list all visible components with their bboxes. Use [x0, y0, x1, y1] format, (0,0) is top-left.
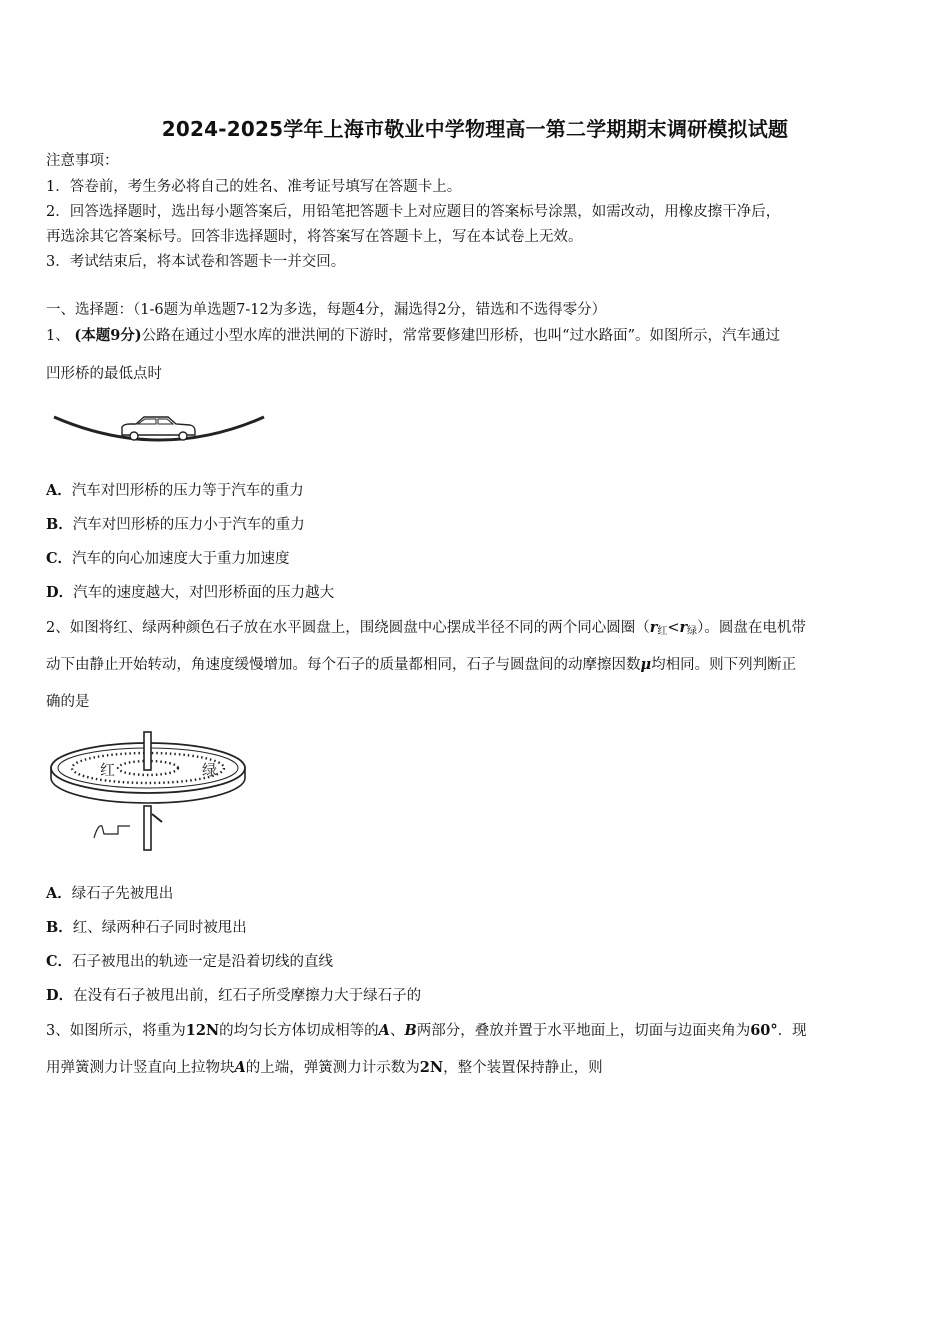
q1-option-b: B．汽车对凹形桥的压力小于汽车的重力 [46, 516, 305, 533]
green-label: 绿 [202, 761, 218, 779]
q1-score: (本题9分) [74, 327, 142, 344]
axle-bottom [144, 806, 151, 850]
q2-stem-line2: 动下由静止开始转动，角速度缓慢增加。每个石子的质量都相同，石子与圆盘间的动摩擦因数μ均相同。则下列判断正 [46, 656, 797, 673]
red-label: 红 [100, 761, 116, 779]
q2-stem-line3: 确的是 [46, 694, 90, 710]
notice-item-1: 1．答卷前，考生务必将自己的姓名、准考证号填写在答题卡上。 [46, 179, 462, 195]
q1-number: 1、 [46, 328, 70, 344]
q1-option-a: A．汽车对凹形桥的压力等于汽车的重力 [46, 482, 304, 499]
page-title: 2024-2025学年上海市敬业中学物理高一第二学期期末调研模拟试题 [161, 117, 789, 141]
q3-stem-line1: 3、如图所示，将重为12N的均匀长方体切成相等的A、B两部分，叠放并置于水平地面上，切面与边面夹角为60°．现 [46, 1022, 807, 1039]
notice-heading: 注意事项： [46, 153, 119, 169]
rotating-disc-figure [46, 730, 251, 855]
q1-option-d: D．汽车的速度越大，对凹形桥面的压力越大 [46, 584, 335, 601]
axle-top [144, 732, 151, 770]
q1-option-c: C．汽车的向心加速度大于重力加速度 [46, 550, 290, 567]
car-icon [122, 417, 195, 440]
notice-item-2: 2．回答选择题时，选出每小题答案后，用铅笔把答题卡上对应题目的答案标号涂黑，如需改动，用橡皮擦干净后， [46, 204, 781, 220]
q1-stem-line2: 凹形桥的最低点时 [46, 366, 162, 382]
notice-item-3: 3．考试结束后，将本试卷和答题卡一并交回。 [46, 254, 346, 270]
q1-text-line1: 公路在通过小型水库的泄洪闸的下游时，常常要修建凹形桥，也叫“过水路面”。如图所示，汽车通过 [141, 328, 780, 344]
q2-option-d: D．在没有石子被甩出前，红石子所受摩擦力大于绿石子的 [46, 987, 422, 1004]
motor-icon [94, 826, 130, 838]
q2-option-b: B．红、绿两种石子同时被甩出 [46, 919, 247, 936]
q2-option-a: A．绿石子先被甩出 [46, 885, 174, 902]
q2-option-c: C．石子被甩出的轨迹一定是沿着切线的直线 [46, 953, 334, 970]
q1-stem-line1 [46, 326, 908, 346]
notice-item-2-cont: 再选涂其它答案标号。回答非选择题时，将答案写在答题卡上，写在本试卷上无效。 [46, 229, 583, 245]
section-heading: 一、选择题：（1-6题为单选题7-12为多选，每题4分，漏选得2分，错选和不选得零分） [46, 302, 607, 318]
motor-wire [152, 814, 162, 822]
q2-stem-line1: 2、如图将红、绿两种颜色石子放在水平圆盘上，围绕圆盘中心摆成半径不同的两个同心圆圈$(r_红<r_绿)$。圆盘在电机带 [46, 619, 806, 637]
q3-stem-line2: 用弹簧测力计竖直向上拉物块A的上端，弹簧测力计示数为2N，整个装置保持静止，则 [46, 1059, 603, 1076]
concave-bridge-figure [50, 405, 270, 455]
